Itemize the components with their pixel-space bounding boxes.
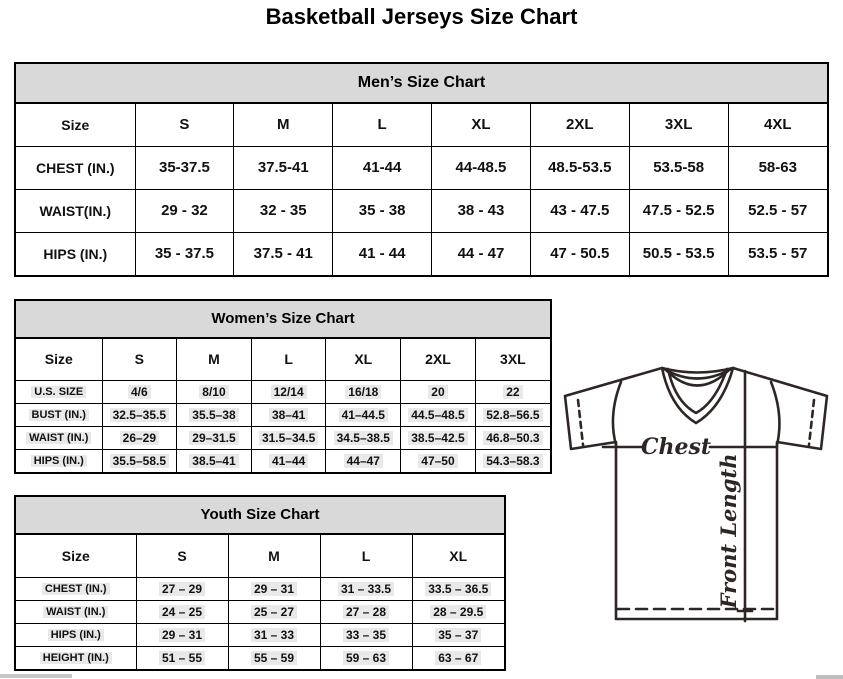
youth-table-title: Youth Size Chart [16,497,504,535]
table-row [16,449,550,472]
size-value-cell: 47.5 - 52.5 [629,189,728,232]
size-value-cell: 38–41 [251,403,326,426]
column-header: S [135,104,234,146]
size-value-cell: 41–44 [251,449,326,472]
womens-size-chart-section [14,299,552,474]
row-label: HIPS (IN.) [16,623,136,646]
size-value-cell: 29 - 32 [135,189,234,232]
youth-size-chart-section [14,495,506,671]
column-header-row [16,339,550,380]
column-header: L [320,535,412,577]
size-value-cell: 33 – 35 [320,623,412,646]
size-value-cell: 47–50 [401,449,476,472]
size-value-cell: 8/10 [177,380,252,403]
size-value-cell: 47 - 50.5 [530,232,629,275]
size-value-cell: 31 – 33 [228,623,320,646]
column-header: Size [16,535,136,577]
size-value-cell: 41 - 44 [333,232,432,275]
column-header: M [228,535,320,577]
column-header: L [251,339,326,380]
table-row [16,600,504,623]
column-header: 2XL [401,339,476,380]
row-label: WAIST (IN.) [16,600,136,623]
size-value-cell: 46.8–50.3 [475,426,550,449]
column-header: S [102,339,177,380]
size-value-cell: 48.5-53.5 [530,146,629,189]
size-value-cell: 27 – 28 [320,600,412,623]
mens-table-title: Men’s Size Chart [16,64,827,104]
size-value-cell: 28 – 29.5 [412,600,504,623]
size-value-cell: 37.5 - 41 [234,232,333,275]
column-header: L [333,104,432,146]
youth-size-table [16,535,504,669]
table-row [16,577,504,600]
table-row [16,380,550,403]
right-cuff-dashed-line [809,400,814,445]
size-value-cell: 4/6 [102,380,177,403]
table-row [16,623,504,646]
size-value-cell: 58-63 [728,146,827,189]
size-value-cell: 25 – 27 [228,600,320,623]
chest-label: Chest [640,434,712,460]
column-header: 3XL [629,104,728,146]
size-value-cell: 41–44.5 [326,403,401,426]
horizontal-scrollbar-fragment-right[interactable] [816,675,843,679]
size-value-cell: 26–29 [102,426,177,449]
table-row [16,146,827,189]
row-label: CHEST (IN.) [16,577,136,600]
size-value-cell: 33.5 – 36.5 [412,577,504,600]
mens-size-table [16,104,827,275]
size-value-cell: 50.5 - 53.5 [629,232,728,275]
size-value-cell: 44 - 47 [432,232,531,275]
row-label: WAIST (IN.) [16,426,102,449]
size-value-cell: 20 [401,380,476,403]
size-value-cell: 38 - 43 [432,189,531,232]
row-label: WAIST(IN.) [16,189,135,232]
table-row [16,403,550,426]
size-value-cell: 41-44 [333,146,432,189]
page-title: Basketball Jerseys Size Chart [265,4,578,29]
horizontal-scrollbar-fragment-left[interactable] [0,674,72,678]
column-header: 4XL [728,104,827,146]
size-value-cell: 29 – 31 [136,623,228,646]
mens-size-chart-section [14,62,829,277]
jersey-outline [565,368,827,619]
size-value-cell: 35.5–38 [177,403,252,426]
size-value-cell: 43 - 47.5 [530,189,629,232]
size-value-cell: 44-48.5 [432,146,531,189]
size-value-cell: 35-37.5 [135,146,234,189]
column-header: 3XL [475,339,550,380]
column-header: 2XL [530,104,629,146]
row-label: CHEST (IN.) [16,146,135,189]
size-value-cell: 53.5 - 57 [728,232,827,275]
size-value-cell: 34.5–38.5 [326,426,401,449]
size-value-cell: 35 – 37 [412,623,504,646]
column-header-row [16,535,504,577]
column-header: M [234,104,333,146]
row-label: HIPS (IN.) [16,449,102,472]
size-value-cell: 63 – 67 [412,646,504,669]
column-header: S [136,535,228,577]
size-value-cell: 35 - 38 [333,189,432,232]
table-row [16,232,827,275]
table-row [16,189,827,232]
size-value-cell: 29 – 31 [228,577,320,600]
size-value-cell: 32.5–35.5 [102,403,177,426]
size-value-cell: 59 – 63 [320,646,412,669]
column-header: XL [432,104,531,146]
size-value-cell: 16/18 [326,380,401,403]
jersey-measurement-diagram [553,353,835,675]
size-value-cell: 31 – 33.5 [320,577,412,600]
size-value-cell: 38.5–42.5 [401,426,476,449]
womens-table-title: Women’s Size Chart [16,301,550,339]
column-header: Size [16,339,102,380]
size-value-cell: 53.5-58 [629,146,728,189]
womens-size-table [16,339,550,472]
column-header: M [177,339,252,380]
left-cuff-dashed-line [578,400,583,445]
size-value-cell: 52.8–56.5 [475,403,550,426]
column-header: XL [326,339,401,380]
row-label: HEIGHT (IN.) [16,646,136,669]
size-value-cell: 35 - 37.5 [135,232,234,275]
size-value-cell: 37.5-41 [234,146,333,189]
size-value-cell: 32 - 35 [234,189,333,232]
right-armhole-curve [771,382,779,445]
size-value-cell: 27 – 29 [136,577,228,600]
row-label: BUST (IN.) [16,403,102,426]
column-header: XL [412,535,504,577]
front-length-label: Front Length [716,453,741,609]
table-row [16,426,550,449]
size-value-cell: 44.5–48.5 [401,403,476,426]
column-header: Size [16,104,135,146]
size-value-cell: 54.3–58.3 [475,449,550,472]
size-value-cell: 12/14 [251,380,326,403]
size-value-cell: 35.5–58.5 [102,449,177,472]
size-value-cell: 24 – 25 [136,600,228,623]
size-value-cell: 55 – 59 [228,646,320,669]
size-value-cell: 31.5–34.5 [251,426,326,449]
size-value-cell: 38.5–41 [177,449,252,472]
row-label: HIPS (IN.) [16,232,135,275]
row-label: U.S. SIZE [16,380,102,403]
size-value-cell: 51 – 55 [136,646,228,669]
size-value-cell: 22 [475,380,550,403]
size-value-cell: 52.5 - 57 [728,189,827,232]
size-value-cell: 29–31.5 [177,426,252,449]
size-value-cell: 44–47 [326,449,401,472]
column-header-row [16,104,827,146]
table-row [16,646,504,669]
left-armhole-curve [613,382,621,445]
